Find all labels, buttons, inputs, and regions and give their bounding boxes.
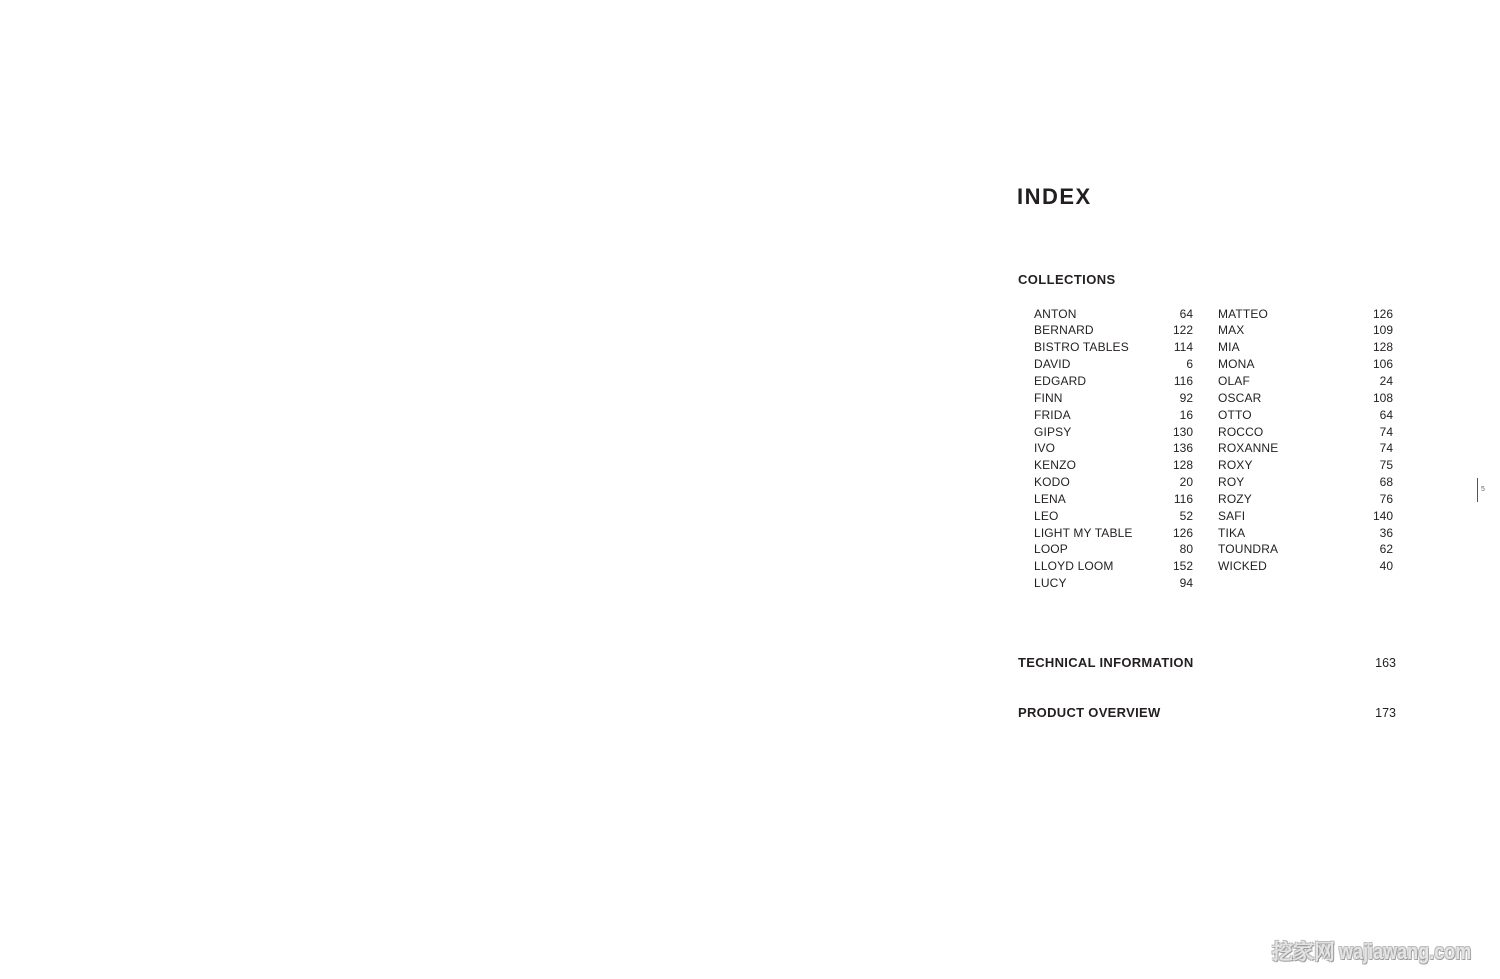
watermark <box>1272 936 1500 968</box>
page-number: 5 <box>1481 486 1485 493</box>
index-entry <box>1218 474 1393 491</box>
entry-name: GIPSY <box>1034 424 1072 439</box>
entry-name: FRIDA <box>1034 407 1071 422</box>
entry-name: MONA <box>1218 357 1255 372</box>
entry-page: 126 <box>1172 525 1193 540</box>
entry-page: 6 <box>1186 357 1193 372</box>
entry-name: KODO <box>1034 475 1070 490</box>
index-entry <box>1034 322 1193 339</box>
entry-page: 116 <box>1173 491 1193 506</box>
collections-column-right <box>1218 306 1393 576</box>
entry-name: TOUNDRA <box>1218 542 1279 557</box>
section-label: PRODUCT OVERVIEW <box>1018 705 1161 720</box>
watermark-cn: 挖家网 <box>1272 941 1335 964</box>
index-entry <box>1218 306 1393 323</box>
section-product-overview <box>1018 704 1396 722</box>
entry-name: BISTRO TABLES <box>1034 340 1129 355</box>
entry-name: MATTEO <box>1218 306 1269 321</box>
entry-name: OTTO <box>1218 407 1252 422</box>
index-entry <box>1034 474 1193 491</box>
page-marker-divider <box>1477 478 1478 502</box>
section-page: 163 <box>1375 656 1396 670</box>
entry-name: LEO <box>1034 508 1059 523</box>
index-entry <box>1218 457 1393 474</box>
index-entry <box>1218 373 1393 390</box>
index-entry <box>1034 306 1193 323</box>
entry-page: 20 <box>1179 475 1193 490</box>
entry-name: LLOYD LOOM <box>1034 559 1114 574</box>
section-label: TECHNICAL INFORMATION <box>1018 655 1194 670</box>
index-entry <box>1218 390 1393 407</box>
entry-page: 152 <box>1172 559 1193 574</box>
entry-name: OLAF <box>1218 373 1250 388</box>
entry-name: DAVID <box>1034 357 1071 372</box>
entry-name: ROCCO <box>1218 424 1264 439</box>
entry-page: 128 <box>1372 340 1393 355</box>
entry-name: LENA <box>1034 491 1066 506</box>
index-entry <box>1218 558 1393 575</box>
entry-page: 108 <box>1372 390 1393 405</box>
entry-page: 36 <box>1379 525 1393 540</box>
entry-page: 114 <box>1173 340 1193 355</box>
index-entry <box>1218 525 1393 542</box>
entry-page: 75 <box>1379 458 1393 473</box>
index-entry <box>1034 457 1193 474</box>
index-entry <box>1034 541 1193 558</box>
entry-name: ROZY <box>1218 491 1252 506</box>
index-entry <box>1218 356 1393 373</box>
section-page: 173 <box>1375 706 1396 720</box>
index-entry <box>1218 491 1393 508</box>
entry-page: 130 <box>1172 424 1193 439</box>
index-entry <box>1034 491 1193 508</box>
index-entry <box>1034 558 1193 575</box>
entry-name: TIKA <box>1218 525 1246 540</box>
entry-page: 40 <box>1379 559 1393 574</box>
entry-page: 52 <box>1179 508 1193 523</box>
entry-page: 140 <box>1372 508 1393 523</box>
entry-page: 74 <box>1379 441 1393 456</box>
index-entry <box>1034 339 1193 356</box>
entry-page: 122 <box>1172 323 1193 338</box>
index-entry <box>1034 525 1193 542</box>
entry-name: MIA <box>1218 340 1240 355</box>
entry-name: KENZO <box>1034 458 1077 473</box>
entry-page: 16 <box>1179 407 1193 422</box>
entry-page: 74 <box>1379 424 1393 439</box>
entry-page: 94 <box>1179 576 1193 591</box>
entry-page: 68 <box>1379 475 1393 490</box>
entry-page: 24 <box>1379 373 1393 388</box>
index-entry <box>1218 508 1393 525</box>
entry-page: 106 <box>1372 357 1393 372</box>
entry-name: ANTON <box>1034 306 1077 321</box>
entry-page: 128 <box>1172 458 1193 473</box>
entry-page: 80 <box>1179 542 1193 557</box>
index-entry <box>1218 541 1393 558</box>
index-entry <box>1034 407 1193 424</box>
entry-name: BERNARD <box>1034 323 1094 338</box>
entry-page: 109 <box>1372 323 1393 338</box>
collections-column-left <box>1034 306 1193 592</box>
entry-name: LIGHT MY TABLE <box>1034 525 1133 540</box>
entry-name: MAX <box>1218 323 1245 338</box>
index-entry <box>1034 575 1193 592</box>
entry-page: 92 <box>1179 390 1193 405</box>
index-entry <box>1218 424 1393 441</box>
entry-name: EDGARD <box>1034 373 1087 388</box>
entry-name: ROXY <box>1218 458 1253 473</box>
section-technical-information <box>1018 654 1396 672</box>
entry-page: 62 <box>1379 542 1393 557</box>
index-entry <box>1034 424 1193 441</box>
entry-page: 64 <box>1379 407 1393 422</box>
entry-page: 76 <box>1379 491 1393 506</box>
index-entry <box>1034 508 1193 525</box>
entry-page: 116 <box>1173 373 1193 388</box>
index-entry <box>1034 373 1193 390</box>
collections-heading: COLLECTIONS <box>1018 272 1116 287</box>
index-entry <box>1218 339 1393 356</box>
entry-name: LUCY <box>1034 576 1067 591</box>
entry-page: 64 <box>1179 306 1193 321</box>
entry-name: IVO <box>1034 441 1056 456</box>
entry-name: ROY <box>1218 475 1245 490</box>
watermark-latin: wajiawang.com <box>1339 939 1472 964</box>
entry-name: SAFI <box>1218 508 1246 523</box>
index-entry <box>1218 407 1393 424</box>
entry-page: 136 <box>1172 441 1193 456</box>
index-entry <box>1034 356 1193 373</box>
entry-name: WICKED <box>1218 559 1267 574</box>
index-entry <box>1218 322 1393 339</box>
page-title: INDEX <box>1017 184 1092 209</box>
entry-name: OSCAR <box>1218 390 1262 405</box>
entry-page: 126 <box>1372 306 1393 321</box>
index-entry <box>1034 390 1193 407</box>
entry-name: ROXANNE <box>1218 441 1279 456</box>
index-entry <box>1034 440 1193 457</box>
index-entry <box>1218 440 1393 457</box>
entry-name: FINN <box>1034 390 1063 405</box>
entry-name: LOOP <box>1034 542 1068 557</box>
